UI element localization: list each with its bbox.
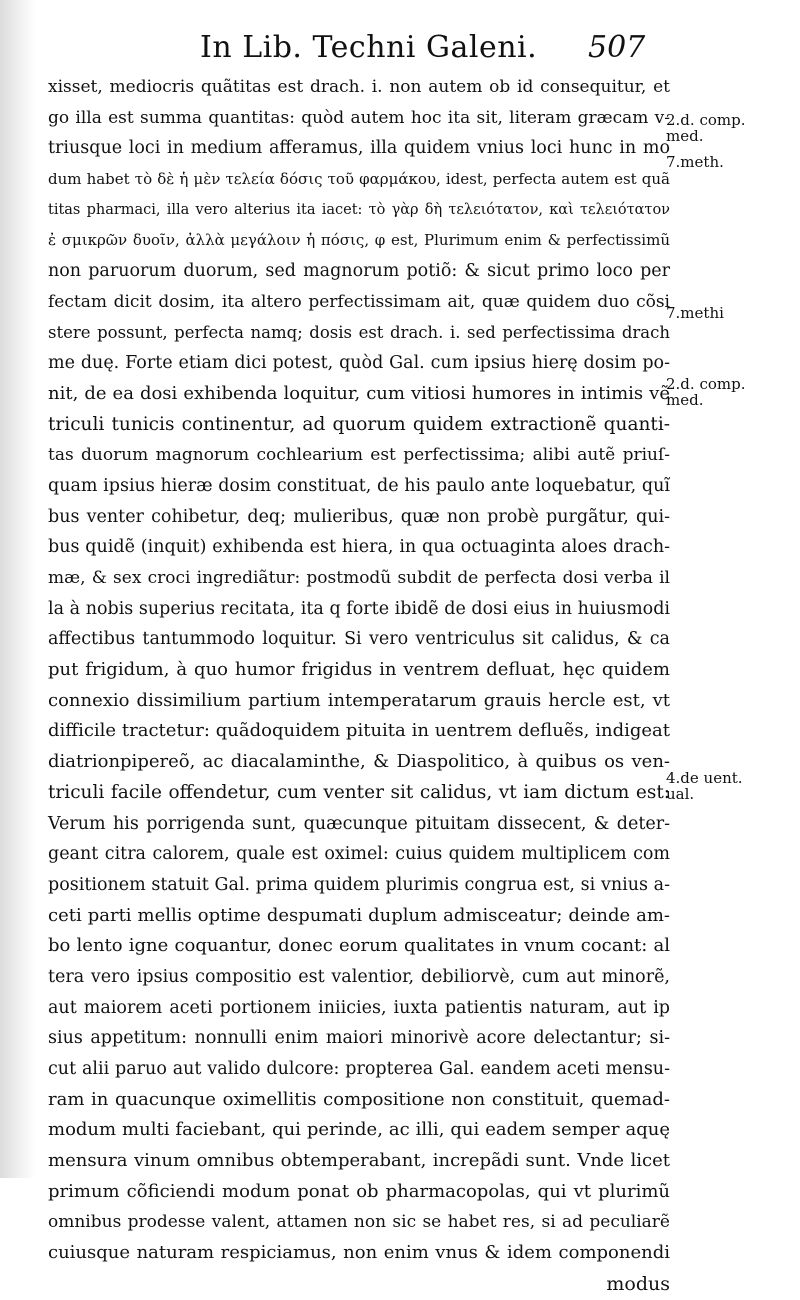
text-line: ceti parti mellis optime despumati duplum admisceatur; deinde am- xyxy=(48,904,670,926)
text-line: non paruorum duorum, sed magnorum potiõ: & sicut primo loco per xyxy=(48,261,670,282)
text-line: la à nobis superius recitata, ita q forte ibidẽ de dosi eius in huiusmodi xyxy=(48,598,670,619)
text-line: Verum his porrigenda sunt, quæcunque pituitam dissecent, & deter- xyxy=(48,813,670,834)
text-line: mæ, & sex croci ingrediãtur: postmodũ subdit de perfecta dosi verba il xyxy=(48,568,670,588)
margin-note-line: 7.meth. xyxy=(666,153,724,171)
body-text xyxy=(48,72,670,1300)
catchword: modus xyxy=(606,1272,670,1295)
text-line: modum multi faciebant, qui perinde, ac illi, qui eadem semper aquę xyxy=(48,1119,670,1141)
text-line: triculi facile offendetur, cum venter sit calidus, vt iam dictum est: xyxy=(48,781,670,803)
text-line: tas duorum magnorum cochlearium est perfectissima; alibi autẽ priuſ- xyxy=(48,445,670,466)
margin-note xyxy=(666,305,724,321)
text-line: bus quidẽ (inquit) exhibenda est hiera, in qua octuaginta aloes drach- xyxy=(48,537,670,558)
text-line: cut alii paruo aut valido dulcore: propterea Gal. eandem aceti mensu- xyxy=(48,1059,670,1079)
text-line: put frigidum, à quo humor frigidus in ventrem defluat, hęc quidem xyxy=(48,659,670,681)
text-line: nit, de ea dosi exhibenda loquitur, cum vitiosi humores in intimis vẽ xyxy=(48,382,670,404)
text-line: xisset, mediocris quãtitas est drach. i. non autem ob id consequitur, et xyxy=(48,77,670,97)
margin-note xyxy=(666,376,745,408)
text-line: triculi tunicis continentur, ad quorum quidem extractionẽ quanti- xyxy=(48,413,670,435)
text-line: affectibus tantummodo loquitur. Si vero ventriculus sit calidus, & ca xyxy=(48,629,670,650)
text-line: geant citra calorem, quale est oximel: cuius quidem multiplicem com xyxy=(48,844,670,865)
margin-notes xyxy=(666,0,800,1178)
margin-note xyxy=(666,770,743,802)
margin-note xyxy=(666,112,745,144)
margin-note-line: med. xyxy=(666,391,704,409)
text-line: mensura vinum omnibus obtemperabant, increpãdi sunt. Vnde licet xyxy=(48,1150,670,1172)
text-line: bus venter cohibetur, deq; mulieribus, quæ non probè purgãtur, qui- xyxy=(48,506,670,527)
text-line: positionem statuit Gal. prima quidem plurimis congrua est, si vnius a- xyxy=(48,874,670,895)
binding-gutter xyxy=(0,0,36,1178)
margin-note-line: 4.de uent. xyxy=(666,769,743,787)
text-line: me duę. Forte etiam dici potest, quòd Gal. cum ipsius hierę dosim po- xyxy=(48,353,670,374)
text-line: fectam dicit dosim, ita altero perfectissimam ait, quæ quidem duo cõsi xyxy=(48,291,670,312)
margin-note-line: ual. xyxy=(666,785,695,803)
text-line: diatrionpipereõ, ac diacalaminthe, & Diaspolitico, à quibus os ven- xyxy=(48,751,670,773)
text-line: connexio dissimilium partium intemperatarum grauis hercle est, vt xyxy=(48,689,670,711)
text-line: stere possunt, perfecta namq; dosis est drach. i. sed perfectissima drach xyxy=(48,322,670,342)
margin-note-line: 7.methi xyxy=(666,304,724,322)
text-line: ram in quacunque oximellitis compositione non constituit, quemad- xyxy=(48,1088,670,1110)
text-line: go illa est summa quantitas: quòd autem hoc ita sit, literam græcam v- xyxy=(48,107,670,128)
text-line: dum habet τὸ δὲ ἡ μὲν τελεία δόσις τοῦ φαρμάκου, idest, perfecta autem est quã xyxy=(48,170,670,189)
text-line: sius appetitum: nonnulli enim maiori minorivè acore delectantur; si- xyxy=(48,1028,670,1049)
text-line: triusque loci in medium afferamus, illa quidem vnius loci hunc in mo xyxy=(48,138,670,159)
text-line: cuiusque naturam respiciamus, non enim vnus & idem componendi xyxy=(48,1242,670,1264)
text-line: primum cõficiendi modum ponat ob pharmacopolas, qui vt plurimũ xyxy=(48,1180,670,1202)
text-line: omnibus prodesse valent, attamen non sic se habet res, si ad peculiarẽ xyxy=(48,1212,670,1233)
text-line: tera vero ipsius compositio est valentior, debiliorvè, cum aut minorẽ, xyxy=(48,966,670,987)
text-line: quam ipsius hieræ dosim constituat, de his paulo ante loquebatur, quĩ xyxy=(48,475,670,496)
running-head: In Lib. Techni Galeni. xyxy=(200,30,538,65)
text-line: ἐ σμικρῶν δυοῖν, ἀλλὰ μεγάλοιν ἡ πόσις, φ est, Plurimum enim & perfectissimũ xyxy=(48,231,670,250)
text-line: bo lento igne coquantur, donec eorum qualitates in vnum cocant: al xyxy=(48,935,670,957)
text-line: difficile tractetur: quãdoquidem pituita in uentrem defluẽs, indigeat xyxy=(48,720,670,742)
text-line: aut maiorem aceti portionem iniicies, iuxta patientis naturam, aut ip xyxy=(48,997,670,1018)
text-line: titas pharmaci, illa vero alterius ita iacet: τὸ γὰρ δὴ τελειότατον, καὶ τελειότατον xyxy=(48,201,670,218)
margin-note-line: 2.d. comp. xyxy=(666,111,746,129)
margin-note-line: med. xyxy=(666,127,704,145)
page-number: 507 xyxy=(588,30,646,65)
margin-note xyxy=(666,154,724,170)
margin-note-line: 2.d. comp. xyxy=(666,375,746,393)
